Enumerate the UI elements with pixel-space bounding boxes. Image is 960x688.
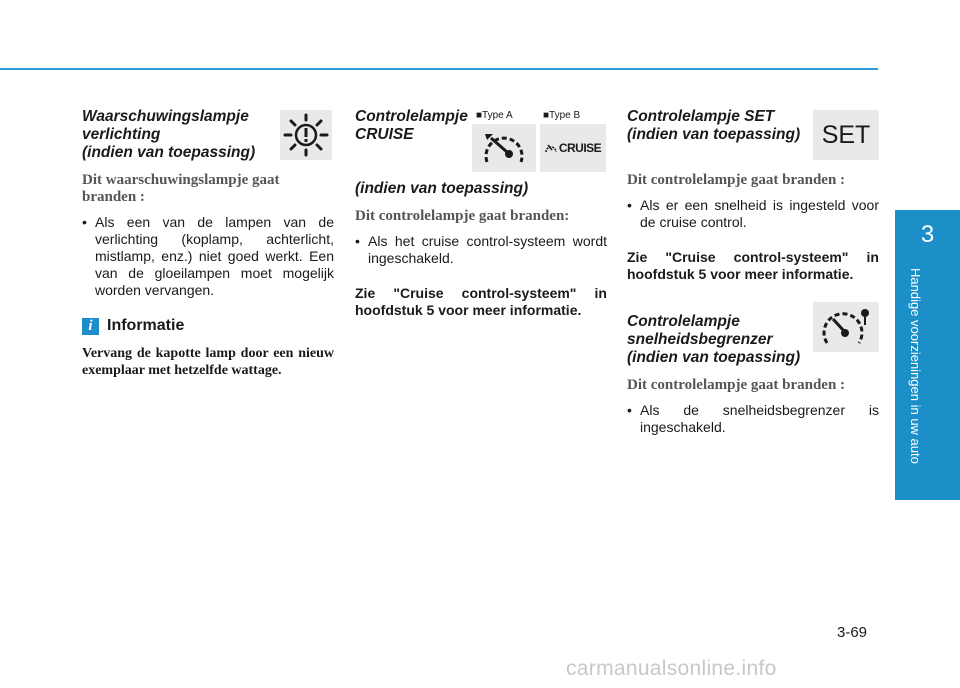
subheading: Dit controlelampje gaat branden: bbox=[355, 208, 570, 224]
chapter-number-tab bbox=[895, 210, 960, 260]
page-number: 3-69 bbox=[837, 624, 868, 641]
bullet-item: • Als de snelheidsbegrenzer is ingeschakeld. bbox=[627, 402, 879, 436]
heading-line: Controlelampje bbox=[355, 108, 468, 125]
bullet-item: • Als het cruise control-systeem wordt ingeschakeld. bbox=[355, 233, 607, 267]
cruise-text-icon bbox=[540, 124, 606, 172]
heading-line: verlichting bbox=[82, 126, 161, 143]
heading-line: Controlelampje SET bbox=[627, 108, 775, 125]
heading-line: (indien van toepassing) bbox=[355, 180, 529, 197]
subheading: Dit controlelampje gaat branden : bbox=[627, 377, 846, 393]
heading-line: snelheidsbegrenzer bbox=[627, 331, 773, 348]
reference-note: Zie "Cruise control-systeem" in hoofdstuk 5 voor meer informatie. bbox=[627, 249, 879, 282]
type-a-label: ■Type A bbox=[476, 110, 513, 121]
bullet-item: • Als er een snelheid is ingesteld voor de cruise control. bbox=[627, 197, 879, 231]
info-title: Informatie bbox=[107, 317, 185, 334]
reference-note: Zie "Cruise control-systeem" in hoofdstuk 5 voor meer informatie. bbox=[355, 285, 607, 318]
cruise-text: CRUISE bbox=[558, 141, 602, 155]
subheading: Dit waarschuwingslampje gaat branden : bbox=[82, 172, 280, 205]
chapter-title: Handige voorzieningen in uw auto bbox=[908, 268, 923, 464]
set-indicator-icon bbox=[813, 110, 879, 160]
watermark: carmanualsonline.info bbox=[566, 657, 777, 680]
heading-line: Waarschuwingslampje bbox=[82, 108, 249, 125]
info-icon: i bbox=[82, 318, 99, 335]
set-icon-text: SET bbox=[821, 120, 871, 149]
bullet-item: • Als een van de lampen van de verlichting (koplamp, achterlicht, mistlamp, enz.) niet goed werkt. Een van de gloeilampen moet mogelijk worden vervangen. bbox=[82, 214, 334, 299]
chapter-number: 3 bbox=[920, 221, 935, 248]
header-rule bbox=[0, 68, 878, 70]
heading-line: (indien van toepassing) bbox=[82, 144, 256, 161]
heading-line: (indien van toepassing) bbox=[627, 126, 801, 143]
heading-line: CRUISE bbox=[355, 126, 414, 143]
info-header bbox=[82, 317, 334, 335]
cruise-speedometer-icon bbox=[472, 124, 536, 172]
subheading: Dit controlelampje gaat branden : bbox=[627, 172, 846, 188]
exterior-light-warning-icon bbox=[280, 110, 332, 160]
section-heading-cruise-note bbox=[355, 180, 607, 198]
type-b-label: ■Type B bbox=[543, 110, 581, 121]
heading-line: (indien van toepassing) bbox=[627, 349, 801, 366]
info-body: Vervang de kapotte lamp door een nieuw exemplaar met hetzelfde wattage. bbox=[82, 346, 334, 378]
heading-line: Controlelampje bbox=[627, 313, 740, 330]
speed-limiter-icon bbox=[813, 302, 879, 352]
